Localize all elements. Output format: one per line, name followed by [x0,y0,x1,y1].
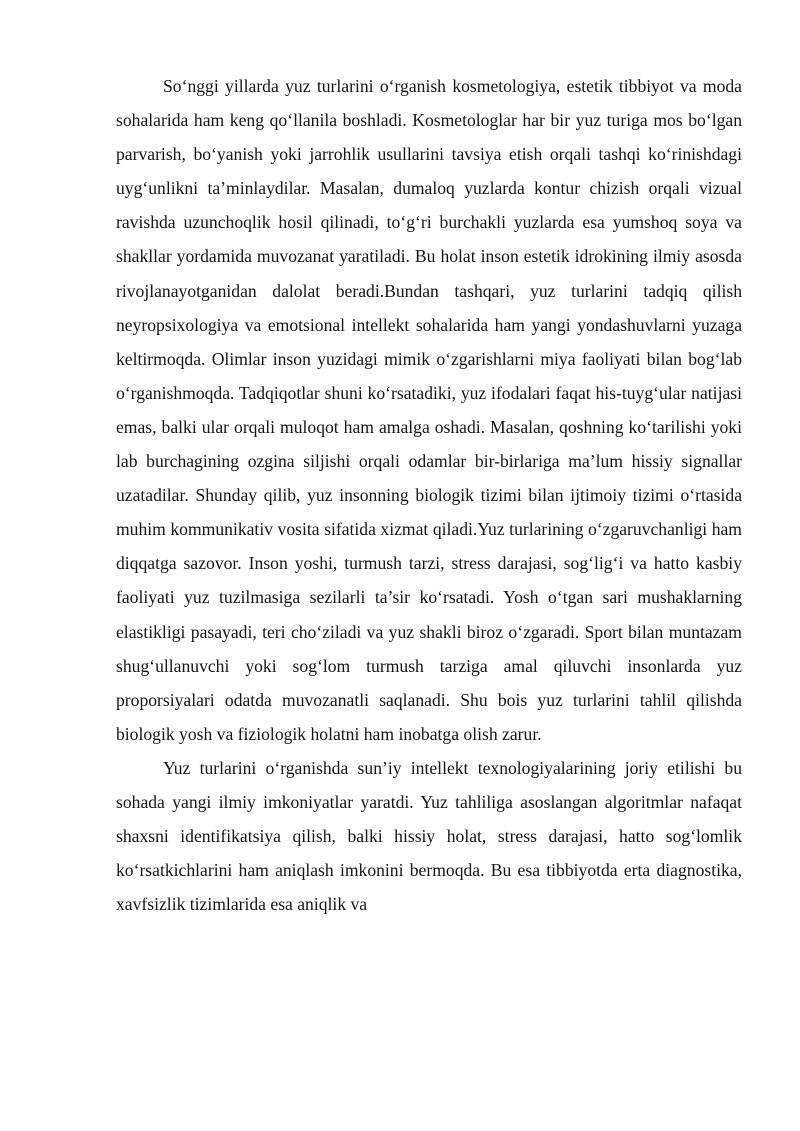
document-page [116,69,742,921]
paragraph-2: Yuz turlarini o‘rganishda sun’iy intellekt texnologiyalarining joriy etilishi bu sohada yangi ilmiy imkoniyatlar yaratdi. Yuz tahliliga asoslangan algoritmlar nafaqat shaxsni identifikatsiya qilish, balki hissiy holat, stress darajasi, hatto sog‘lomlik ko‘rsatkichlarini ham aniqlash imkonini bermoqda. Bu esa tibbiyotda erta diagnostika, xavfsizlik tizimlarida esa aniqlik va [116,757,742,915]
paragraph-1: So‘nggi yillarda yuz turlarini o‘rganish kosmetologiya, estetik tibbiyot va moda sohalarida ham keng qo‘llanila boshladi. Kosmetologlar har bir yuz turiga mos bo‘lgan parvarish, bo‘yanish yoki jarrohlik usullarini tavsiya etish orqali tashqi ko‘rinishdagi uyg‘unlikni ta’minlaydilar. Masalan, dumaloq yuzlarda kontur chizish orqali vizual ravishda uzunchoqlik hosil qilinadi, to‘g‘ri burchakli yuzlarda esa yumshoq soya va shakllar yordamida muvozanat yaratiladi. Bu holat inson estetik idrokining ilmiy asosda rivojlanayotganidan dalolat beradi.Bundan tashqari, yuz turlarini tadqiq qilish neyropsixologiya va emotsional intellekt sohalarida ham yangi yondashuvlarni yuzaga keltirmoqda. Olimlar inson yuzidagi mimik o‘zgarishlarni miya faoliyati bilan bog‘lab o‘rganishmoqda. Tadqiqotlar shuni ko‘rsatadiki, yuz ifodalari faqat his-tuyg‘ular natijasi emas, balki ular orqali muloqot ham amalga oshadi. Masalan, qoshning ko‘tarilishi yoki lab burchagining ozgina siljishi orqali odamlar bir-birlariga ma’lum hissiy signallar uzatadilar. Shunday qilib, yuz insonning biologik tizimi bilan ijtimoiy tizimi o‘rtasida muhim kommunikativ vosita sifatida xizmat qiladi.Yuz turlarining o‘zgaruvchanligi ham diqqatga sazovor. Inson yoshi, turmush tarzi, stress darajasi, sog‘lig‘i va hatto kasbiy faoliyati yuz tuzilmasiga sezilarli ta’sir ko‘rsatadi. Yosh o‘tgan sari mushaklarning elastikligi pasayadi, teri cho‘ziladi va yuz shakli biroz o‘zgaradi. Sport bilan muntazam shug‘ullanuvchi yoki sog‘lom turmush tarziga amal qiluvchi insonlarda yuz proporsiyalari odatda muvozanatli saqlanadi. Shu bois yuz turlarini tahlil qilishda biologik yosh va fiziologik holatni ham inobatga olish zarur. [116,76,742,744]
